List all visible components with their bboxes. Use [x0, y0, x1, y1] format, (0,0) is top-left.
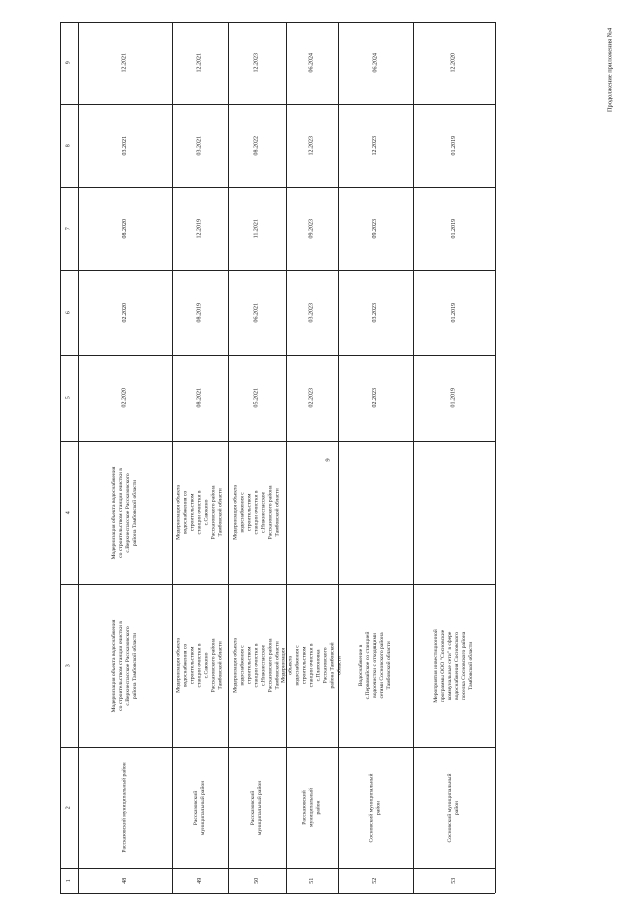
row-50-col-5-text: 05.2021: [253, 388, 260, 408]
row-52-col-1-text: 52: [371, 877, 378, 884]
row-49-col-2-text: Рассказовский муниципальный район: [193, 780, 206, 835]
row-52-col-5: [338, 355, 413, 441]
row-52-col-9: [338, 22, 413, 104]
row-50-col-6: [228, 270, 286, 355]
row-52-col-4: [338, 441, 413, 584]
row-50-col-9-text: 12.2023: [253, 53, 260, 73]
table-rule: [495, 22, 496, 893]
row-48-col-1: [78, 868, 172, 893]
row-48-col-3-text: Модернизация объекта водоснабжения со строительством станции очистки в с.Верхнеспасское Рассказовского района Тамбовской области: [111, 619, 138, 712]
header-cell-1-text: 1: [65, 879, 72, 882]
header-cell-9-text: 9: [65, 61, 72, 65]
header-cell-3-text: 3: [65, 664, 72, 667]
row-49-col-2: [172, 747, 228, 868]
header-cell-5-text: 5: [65, 396, 72, 400]
row-48-col-5: [78, 355, 172, 441]
row-48-col-8: [78, 104, 172, 187]
row-51-col-2: [286, 747, 338, 868]
row-49-col-1-text: 49: [196, 877, 203, 884]
row-52-col-1: [338, 868, 413, 893]
row-53-col-5-text: 01.2019: [450, 388, 457, 408]
row-49-col-6-text: 08.2019: [196, 302, 203, 323]
row-48-col-1-text: 48: [121, 877, 128, 884]
row-51-col-5-text: 02.2023: [308, 388, 315, 408]
row-50-col-8-text: 08.2022: [253, 135, 260, 156]
row-48-col-7-text: 08.2020: [121, 218, 128, 239]
row-49-col-3: [172, 584, 228, 747]
row-53-col-7-text: 01.2019: [450, 218, 457, 239]
row-53-col-8: [413, 104, 495, 187]
row-52-col-2: [338, 747, 413, 868]
row-49-col-7: [172, 187, 228, 270]
row-52-col-8-text: 12.2023: [371, 135, 378, 156]
page-number: 9: [324, 458, 332, 462]
row-48-col-7: [78, 187, 172, 270]
row-49-col-5: [172, 355, 228, 441]
header-cell-7-text: 7: [65, 227, 72, 230]
row-53-col-6: [413, 270, 495, 355]
row-51-col-7-text: 09.2023: [308, 218, 315, 239]
row-50-col-2-text: Рассказовский муниципальный район: [250, 780, 263, 835]
row-48-col-4: [78, 441, 172, 584]
row-50-col-3: [228, 584, 286, 747]
row-53-col-2-text: Сосновский муниципальный район: [447, 772, 460, 843]
row-53-col-3-text: Мероприятия инвестиционной программы ООО "Сосновские коммунальные сети" в сфере водоснабжения Сосновского поселка Сосновского района Тамбовской области: [433, 628, 474, 703]
header-cell-6: [60, 270, 78, 355]
row-53-col-7: [413, 187, 495, 270]
row-52-col-6: [338, 270, 413, 355]
row-50-col-1: [228, 868, 286, 893]
header-cell-1: [60, 868, 78, 893]
row-50-col-4-text: Модернизация объекта водоснабжения с строительством станции очистки в с.Нижнеспасское Рассказовского района Тамбовской области: [232, 485, 281, 540]
row-51-col-8: [286, 104, 338, 187]
row-49-col-8: [172, 104, 228, 187]
row-51-col-9-text: 06.2024: [308, 53, 315, 73]
row-51-col-3: [280, 584, 343, 747]
row-50-col-7-text: 11.2021: [253, 218, 260, 239]
row-51-col-2-text: Рассказовский муниципальный район: [301, 788, 322, 827]
row-48-col-2: [78, 747, 172, 868]
row-48-col-9: [78, 22, 172, 104]
row-52-col-7-text: 09.2023: [371, 218, 378, 239]
appendix-continuation-note: Продолжение приложения №4: [606, 27, 614, 113]
row-52-col-5-text: 02.2023: [371, 388, 378, 408]
row-52-col-9-text: 06.2024: [371, 53, 378, 73]
header-cell-8: [60, 104, 78, 187]
header-cell-5: [60, 355, 78, 441]
row-51-col-8-text: 12.2023: [308, 135, 315, 156]
row-48-col-3: [78, 584, 172, 747]
row-52-col-6-text: 03.2023: [371, 302, 378, 323]
row-48-col-2-text: Рассказовский муниципальный район: [121, 762, 128, 853]
row-49-col-7-text: 12.2019: [196, 218, 203, 239]
row-50-col-6-text: 06.2021: [253, 302, 260, 323]
row-49-col-9-text: 12.2021: [196, 53, 203, 73]
row-50-col-9: [228, 22, 286, 104]
header-cell-7: [60, 187, 78, 270]
row-52-col-3-text: Водоснабжение в с.Первомайское со станцией водоочистки с отходящими сетями Сосновского района Тамбовской области: [358, 631, 392, 700]
row-50-col-3-text: Модернизация объекта водоснабжения с строительством станции очистки в с.Нижнеспасское Рассказовского района Тамбовской области: [232, 638, 281, 693]
row-50-col-4: [228, 441, 286, 584]
row-51-col-4: [286, 441, 338, 584]
header-cell-9: [60, 22, 78, 104]
row-51-col-5: [286, 355, 338, 441]
row-50-col-8: [228, 104, 286, 187]
row-52-col-8: [338, 104, 413, 187]
row-48-col-9-text: 12.2021: [121, 53, 128, 73]
row-48-col-6: [78, 270, 172, 355]
row-49-col-4: [172, 441, 228, 584]
row-51-col-6: [286, 270, 338, 355]
row-48-col-5-text: 02.2020: [121, 388, 128, 408]
row-50-col-1-text: 50: [253, 877, 260, 884]
table-rule: [60, 893, 495, 894]
row-50-col-7: [228, 187, 286, 270]
row-50-col-2: [228, 747, 286, 868]
header-cell-2-text: 2: [65, 806, 72, 809]
row-52-col-3: [338, 584, 413, 747]
row-50-col-5: [228, 355, 286, 441]
row-49-col-6: [172, 270, 228, 355]
row-53-col-9-text: 12.2020: [450, 53, 457, 73]
row-49-col-3-text: Модернизация объекта водоснабжения со строительством станции очистки в с.Саюкино Рассказовского района Тамбовской области: [175, 638, 224, 693]
header-cell-3: [60, 584, 78, 747]
row-49-col-9: [172, 22, 228, 104]
row-48-col-4-text: Модернизация объекта водоснабжения со строительством станции очистки в с.Верхнеспасское Рассказовского района Тамбовской области: [111, 466, 138, 559]
header-cell-4: [60, 441, 78, 584]
header-cell-6-text: 6: [65, 311, 72, 314]
header-cell-4-text: 4: [65, 511, 72, 514]
row-53-col-1: [413, 868, 495, 893]
row-51-col-7: [286, 187, 338, 270]
row-49-col-5-text: 08.2021: [196, 388, 203, 408]
row-51-col-1: [286, 868, 338, 893]
row-48-col-6-text: 02.2020: [121, 302, 128, 323]
row-52-col-7: [338, 187, 413, 270]
row-53-col-5: [413, 355, 495, 441]
row-51-col-9: [286, 22, 338, 104]
row-53-col-1-text: 53: [450, 877, 457, 884]
row-49-col-8-text: 03.2021: [196, 135, 203, 156]
row-53-col-3: [413, 584, 495, 747]
row-48-col-8-text: 03.2021: [121, 135, 128, 156]
row-51-col-1-text: 51: [308, 877, 315, 884]
row-52-col-2-text: Сосновский муниципальный район: [368, 772, 382, 843]
header-cell-8-text: 8: [65, 144, 72, 147]
row-53-col-4: [413, 441, 495, 584]
row-49-col-4-text: Модернизация объекта водоснабжения со строительством станции очистки в с.Саюкино Рассказовского района Тамбовской области: [175, 485, 224, 540]
row-53-col-8-text: 01.2019: [450, 135, 457, 156]
header-cell-2: [60, 747, 78, 868]
row-51-col-3-text: Модернизация объекта водоснабжения с строительством станции очистки в с.Платоновка Рассказовского района Тамбовской области: [280, 642, 343, 689]
row-53-col-6-text: 01.2019: [450, 302, 457, 323]
row-53-col-2: [413, 747, 495, 868]
row-51-col-6-text: 03.2023: [308, 302, 315, 323]
row-49-col-1: [172, 868, 228, 893]
row-53-col-9: [413, 22, 495, 104]
